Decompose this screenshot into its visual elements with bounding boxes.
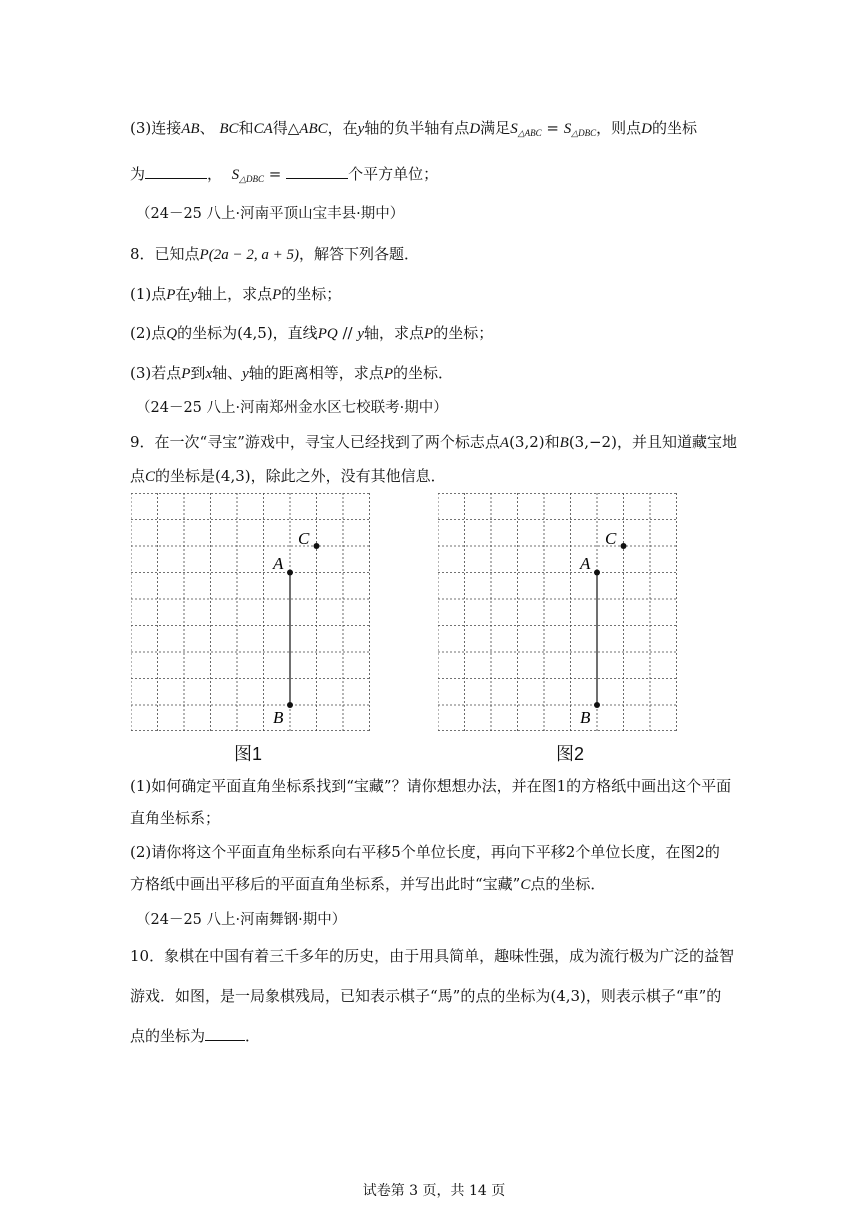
q10-source: （24－25 八上·河南舞钢·期中）: [136, 912, 347, 928]
q9-stem-line2: 点C的坐标是(4,3)，除此之外，没有其他信息．: [130, 467, 446, 485]
q8-part3: (3)若点P到x轴、y轴的距离相等，求点P的坐标．: [130, 364, 453, 382]
point-c: [314, 543, 320, 549]
q7-part3-line2: 为 ， $S_{\triangle DBC}$ = 个平方单位；: [130, 165, 439, 184]
q10-line1: 10．象棋在中国有着三千多年的历史，由于用具简单，趣味性强，成为流行极为广泛的益智: [130, 947, 735, 965]
label-a: A: [273, 554, 284, 573]
q9-part2-line1: (2)请你将这个平面直角坐标系向右平移5个单位长度，再向下平移2个单位长度，在图2的: [130, 843, 720, 861]
label-a: A: [580, 554, 591, 573]
label-c: C: [605, 529, 617, 548]
q9-part1-line1: (1)如何确定平面直角坐标系找到“宝藏”？请你想想办法，并在图1的方格纸中画出这个平面: [130, 777, 732, 795]
answer-blank-area[interactable]: [286, 164, 348, 179]
label-c: C: [298, 529, 310, 548]
q9-part2-line2: 方格纸中画出平移后的平面直角坐标系，并写出此时“宝藏”C点的坐标．: [130, 875, 606, 893]
figure-1-grid[interactable]: [131, 493, 370, 731]
point-b: [287, 702, 293, 708]
page-footer: 试卷第 3 页，共 14 页: [362, 1183, 506, 1199]
point-b: [594, 702, 600, 708]
q9-part1-line2: 直角坐标系；: [130, 809, 221, 827]
q10-line3: 点的坐标为 ．: [130, 1027, 261, 1045]
label-b: B: [273, 708, 284, 727]
q8-stem: 8．已知点P(2a − 2, a + 5)，解答下列各题．: [130, 245, 419, 263]
point-a: [594, 570, 600, 576]
q8-part1: (1)点P在y轴上，求点P的坐标；: [130, 285, 342, 303]
figure-2-caption: 图2: [556, 744, 585, 764]
q7-part3-line1: (3)连接AB、 BC和CA得△ABC，在y轴的负半轴有点D满足$S_{\triangle ABC} = S_{\triangle DBC}$，则点D的坐标: [130, 119, 698, 138]
figure-1-caption: 图1: [234, 744, 263, 764]
q8-part2: (2)点Q的坐标为(4,5)，直线PQ // y轴，求点P的坐标；: [130, 324, 494, 342]
q8-source: （24－25 八上·河南平顶山宝丰县·期中）: [136, 206, 405, 222]
point-c: [621, 543, 627, 549]
figure-2-grid[interactable]: [438, 493, 677, 731]
point-a: [287, 570, 293, 576]
answer-blank-che-coordinate[interactable]: [205, 1026, 245, 1041]
answer-blank-d-coordinate[interactable]: [145, 164, 207, 179]
q9-stem-line1: 9．在一次“寻宝”游戏中，寻宝人已经找到了两个标志点A(3,2)和B(3,−2)，并且知道藏宝地: [130, 433, 737, 451]
q10-line2: 游戏．如图，是一局象棋残局，已知表示棋子“馬”的点的坐标为(4,3)，则表示棋子“車”的: [130, 987, 722, 1005]
label-b: B: [580, 708, 591, 727]
q9-source: （24－25 八上·河南郑州金水区七校联考·期中）: [136, 400, 448, 416]
